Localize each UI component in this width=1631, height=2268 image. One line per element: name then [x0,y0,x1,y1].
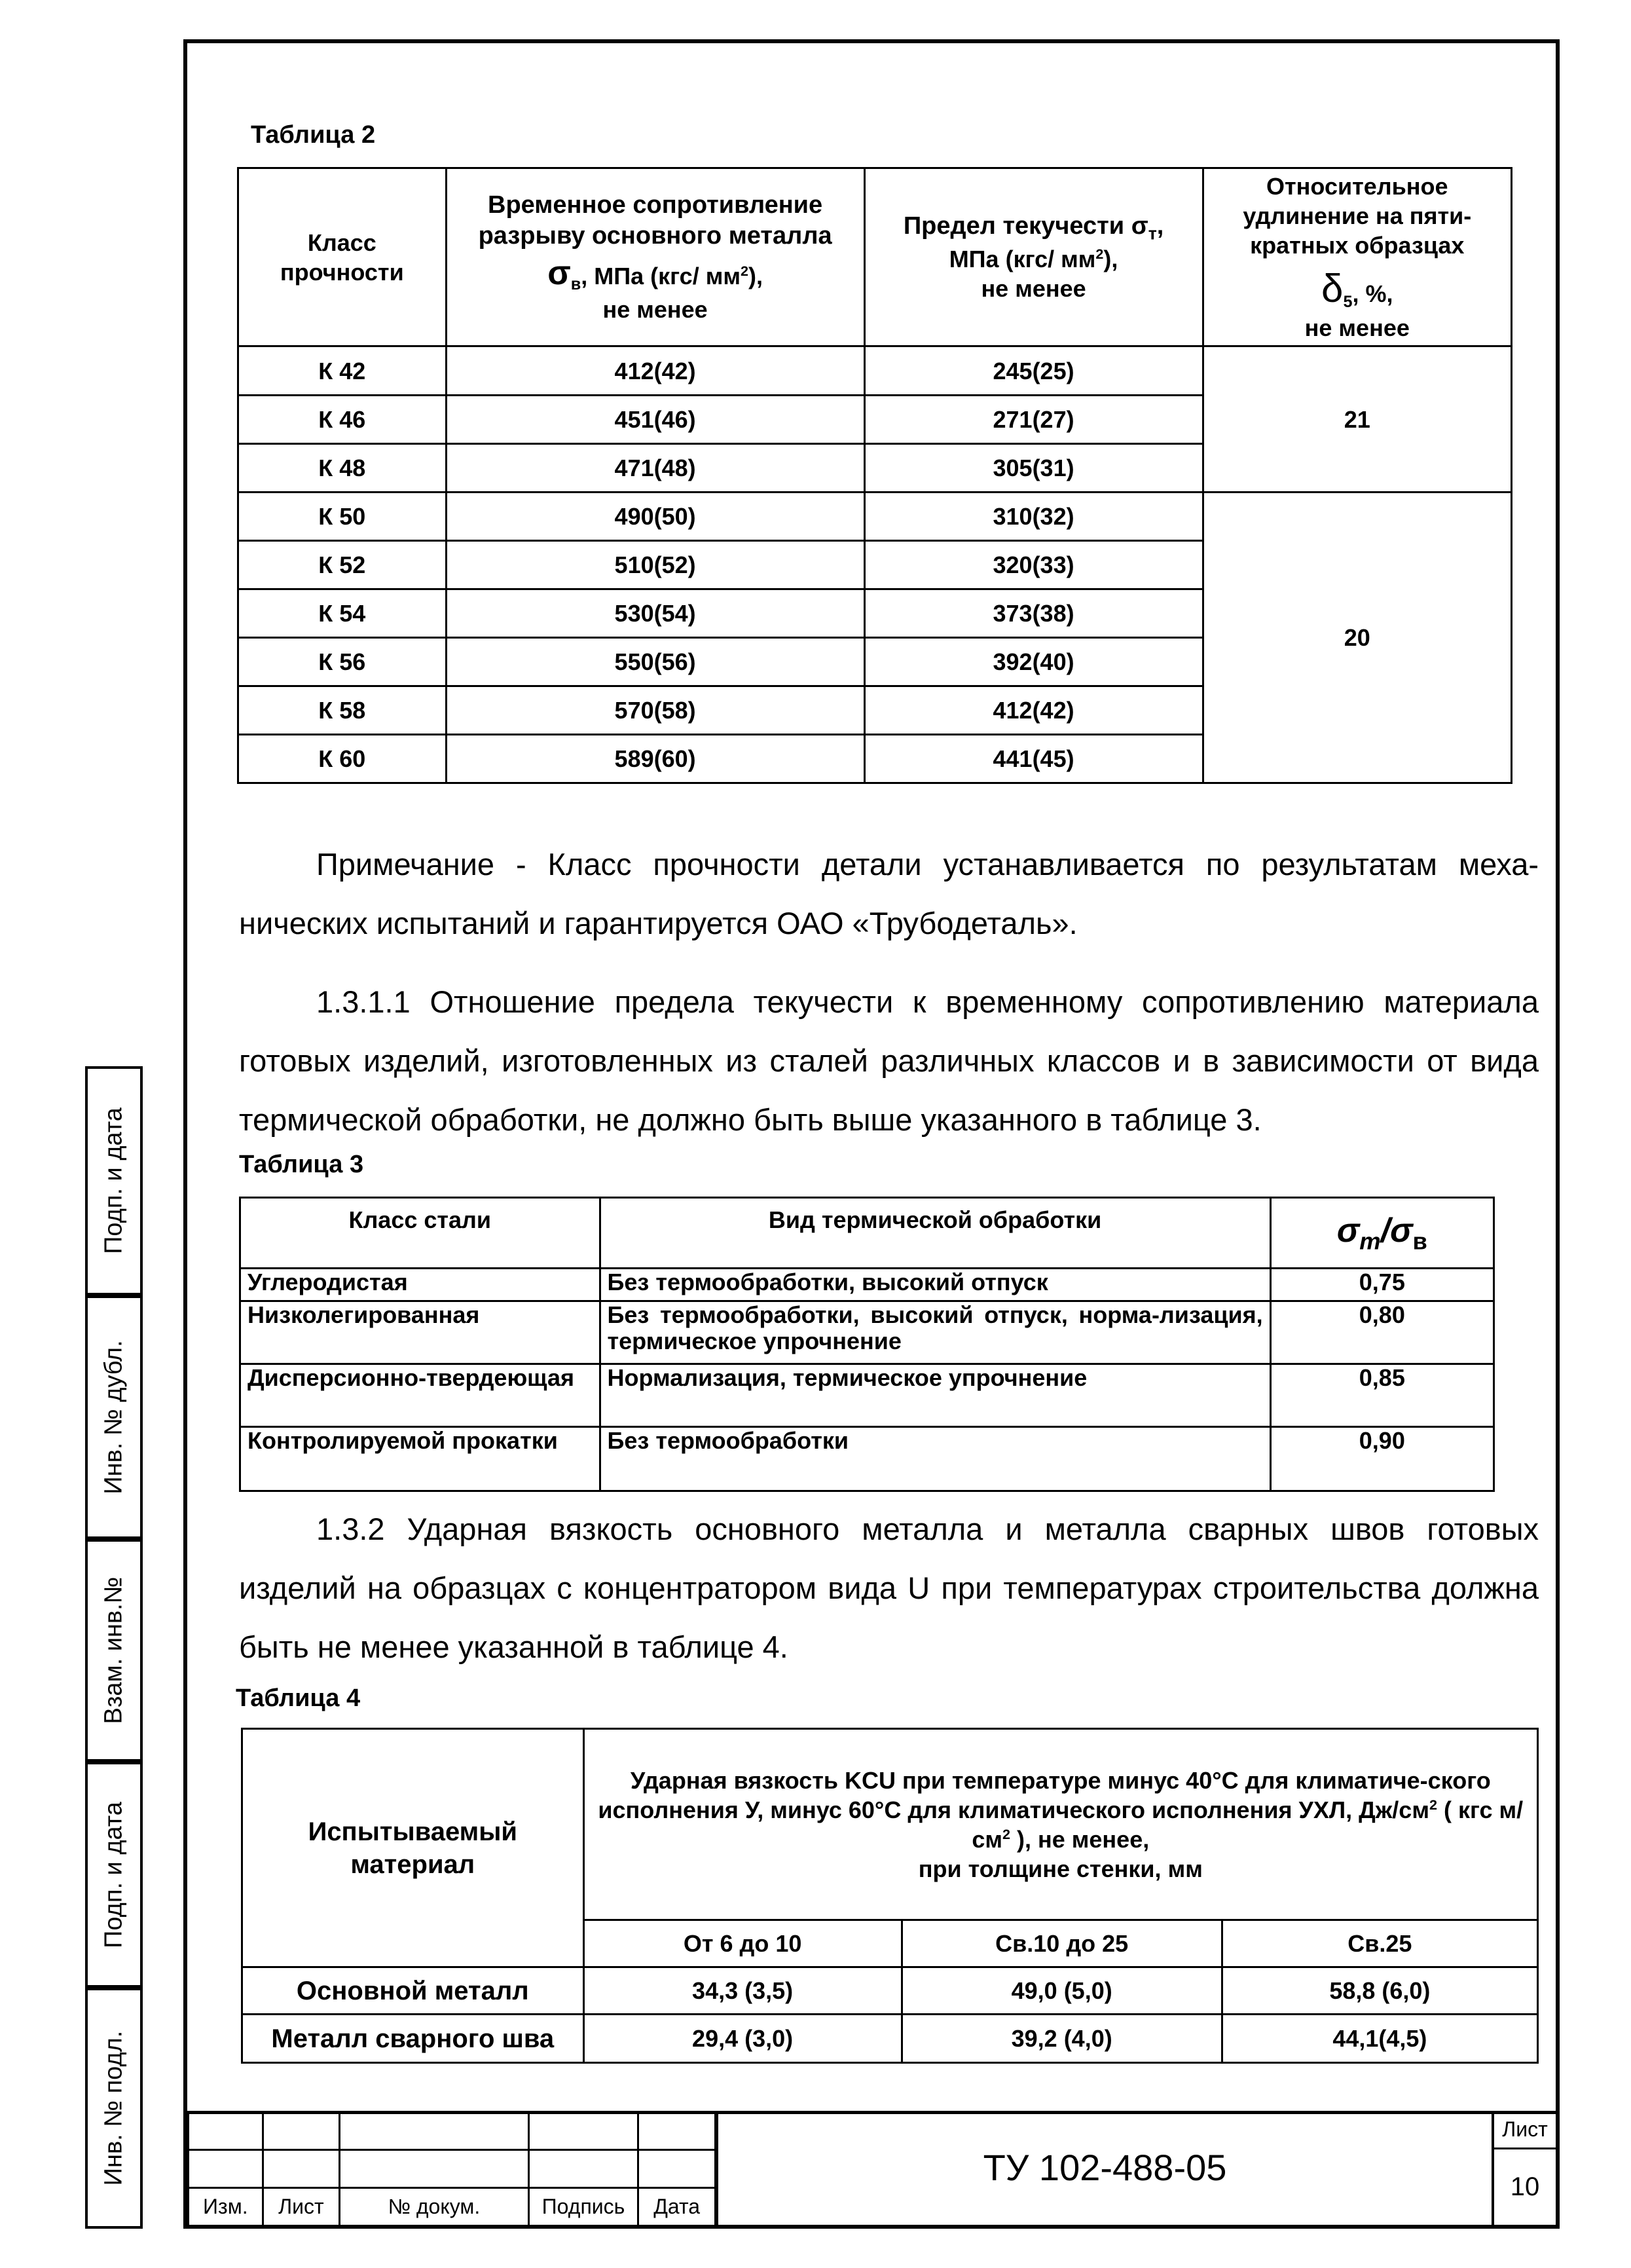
table3 [239,1197,1495,1492]
t3-header-treatment: Вид термической обработки [600,1198,1270,1269]
table4-caption: Таблица 4 [236,1684,361,1712]
t2-elongation-group1: 21 [1203,346,1511,493]
table-row: Дисперсионно-твердеющая Нормализация, термическое упрочнение 0,85 [240,1364,1494,1427]
table2 [237,167,1512,784]
table-row: Низколегированная Без термообработки, высокий отпуск, норма-лизация, термическое упрочнение 0,80 [240,1301,1494,1364]
note-paragraph: Примечание - Класс прочности детали устанавливается по результатам меха-нических испытаний и гарантируется ОАО «Трубодеталь». [239,847,1539,940]
table4 [241,1728,1539,2064]
stamp-col-sheet: Лист [263,2188,340,2226]
table-row: Основной металл 34,3 (3,5) 49,0 (5,0) 58,8 (6,0) [242,1967,1538,2015]
t4-header-kcu: Ударная вязкость KCU при температуре минус 40°C для климатиче-ского исполнения У, минус 60°C для климатического исполнения УХЛ, $Дж/см^2$ ( кгс м/ $см^2$ ), не менее, при толщине стенки, мм [583,1729,1537,1920]
sheet-box [1492,2111,1556,2225]
table-row: К 56 550(56) 392(40) [238,638,1512,686]
t4-header-col2: Св.10 до 25 [902,1920,1222,1967]
paragraph-1-3-1-1: 1.3.1.1 Отношение предела текучести к временному сопротивлению материала готовых изделий, изготовленных из сталей различных классов и в зависимости от вида термической обработки, не должно быть выше указанного в таблице 3. [239,984,1539,1137]
stamp-col-signature: Подпись [528,2188,638,2226]
table-row: К 54 530(54) 373(38) [238,589,1512,638]
t4-header-col1: От 6 до 10 [583,1920,902,1967]
t3-header-steel: Класс стали [240,1198,600,1269]
side-label-sign-date-1: Подп. и дата [85,1066,143,1295]
table3-caption: Таблица 3 [239,1151,364,1178]
stamp-col-change: Изм. [189,2188,263,2226]
table-row: К 60 589(60) 441(45) [238,735,1512,783]
table-row: Контролируемой прокатки Без термообработки 0,90 [240,1427,1494,1491]
sheet-number: 10 [1510,2172,1540,2201]
side-label-inv-dup: Инв. № дубл. [85,1295,143,1539]
doc-code: ТУ 102-488-05 [716,2111,1492,2225]
table-row: К 42 412(42) 245(25) 21 [238,346,1512,396]
sheet-label: Лист [1494,2111,1556,2149]
stamp-col-date: Дата [638,2188,716,2226]
t3-header-ratio: $\sigma_т/\sigma_в$ [1270,1198,1494,1269]
table-row: Углеродистая Без термообработки, высокий отпуск 0,75 [240,1269,1494,1301]
table-row: К 58 570(58) 412(42) [238,686,1512,735]
t2-header-tensile: Временное сопротивление разрыву основного металла $\sigma_в$, МПа (кгс/ $мм^2$), не менее [446,168,864,346]
t4-header-col3: Св.25 [1222,1920,1537,1967]
table2-caption: Таблица 2 [251,121,376,149]
paragraph-1-3-2: 1.3.2 Ударная вязкость основного металла и металла сварных швов готовых изделий на образцах с концентратором вида U при температурах строительства должна быть не менее указанной в таблице 4. [239,1512,1539,1664]
stamp-grid [187,2111,716,2227]
t2-header-class: Класс прочности [238,168,447,346]
t4-header-material: Испытываемый материал [242,1729,584,1967]
table-row: К 46 451(46) 271(27) [238,396,1512,444]
stamp-col-docnum: № докум. [340,2188,528,2226]
table-row: К 50 490(50) 310(32) 20 [238,493,1512,541]
t2-header-elongation: Относительное удлинение на пяти-кратных образцах $\delta_5$, %, не менее [1203,168,1511,346]
t2-header-yield: Предел текучести $\sigma_т$, МПа (кгс/ $мм^2$), не менее [864,168,1203,346]
table-row: К 52 510(52) 320(33) [238,541,1512,589]
side-label-sign-date-2: Подп. и дата [85,1762,143,1988]
table-row: Металл сварного шва 29,4 (3,0) 39,2 (4,0) 44,1(4,5) [242,2015,1538,2063]
t2-elongation-group2: 20 [1203,493,1511,783]
table-row: К 48 471(48) 305(31) [238,444,1512,493]
side-label-inv-orig: Инв. № подл. [85,1988,143,2229]
side-label-replace-inv: Взам. инв.№ [85,1539,143,1762]
